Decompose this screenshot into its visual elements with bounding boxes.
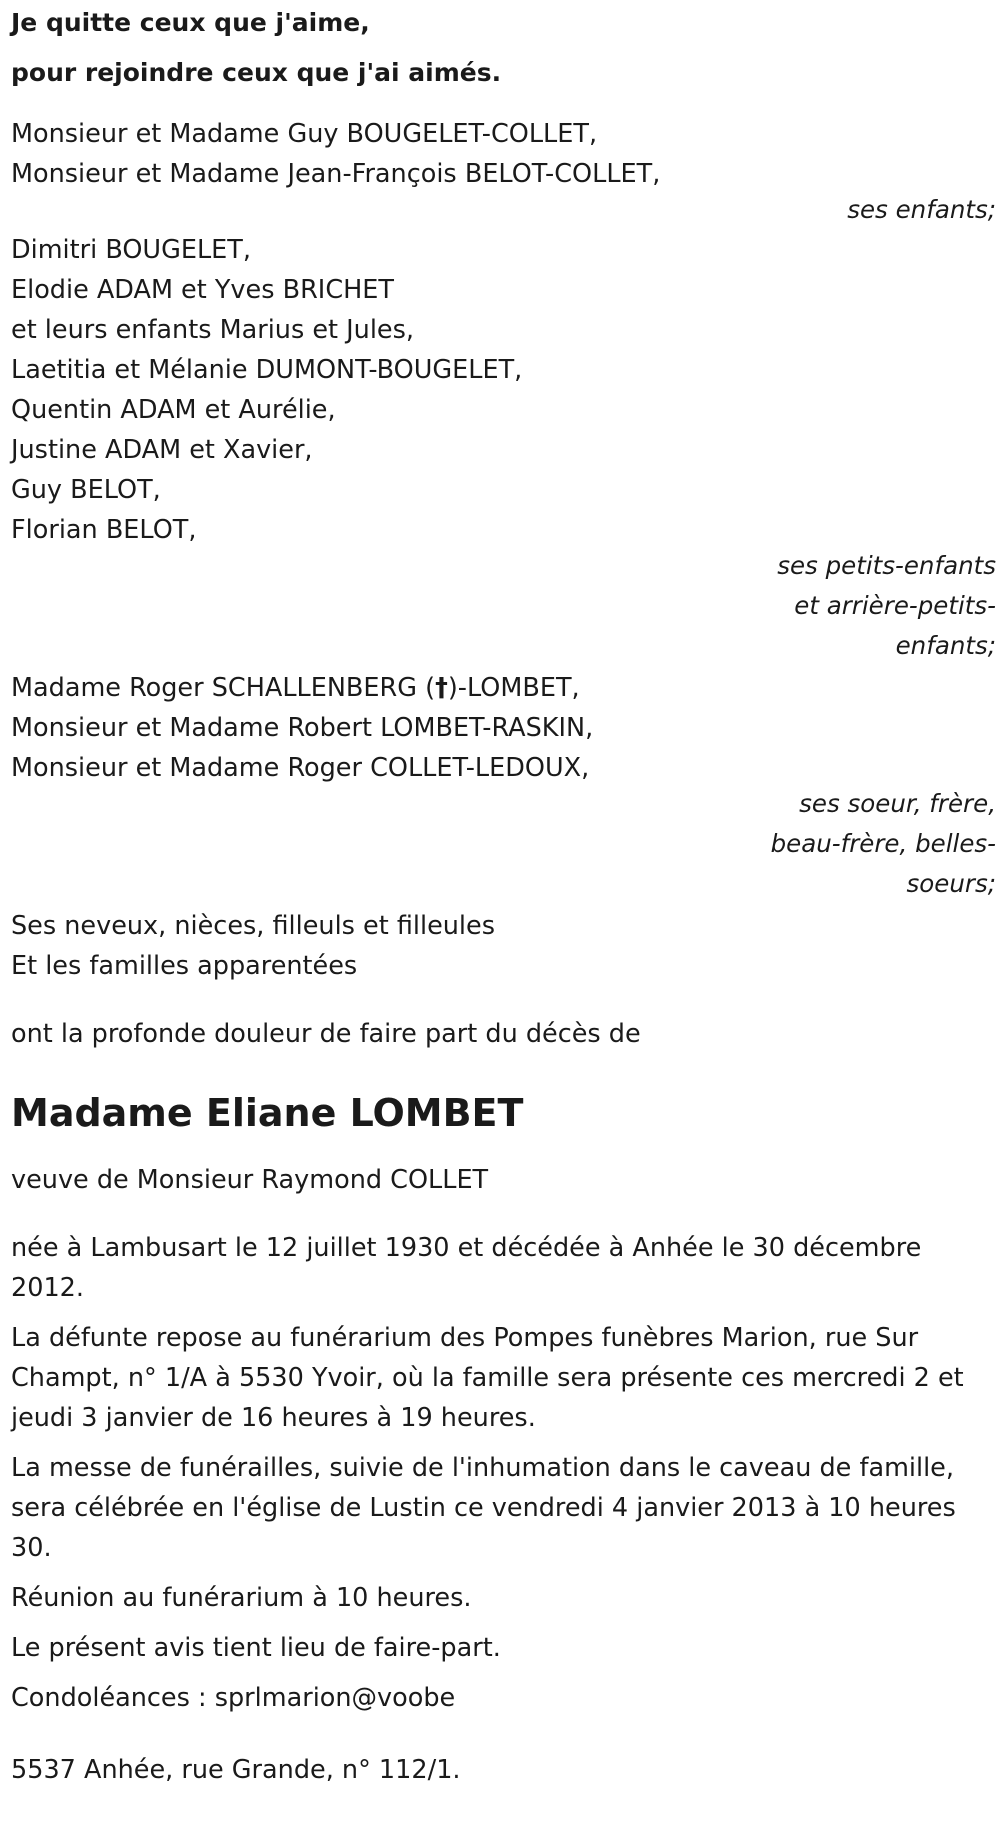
children-role-line: ses enfants; <box>847 195 996 224</box>
siblings-role-line: beau-frère, belles- <box>770 829 996 858</box>
grandchildren-role-line: enfants; <box>895 631 996 660</box>
extended-family <box>11 906 996 986</box>
extended-family-line: Ses neveux, nièces, filleuls et filleules <box>11 911 495 941</box>
address: 5537 Anhée, rue Grande, n° 112/1. <box>11 1755 461 1785</box>
grandchild-name: et leurs enfants Marius et Jules, <box>11 315 414 345</box>
grandchild-name: Elodie ADAM et Yves BRICHET <box>11 275 394 305</box>
siblings-block <box>11 668 996 904</box>
grandchild-name: Dimitri BOUGELET, <box>11 235 251 265</box>
obituary-notice <box>11 0 996 1790</box>
sibling-name-text: Madame Roger SCHALLENBERG ( <box>11 673 436 703</box>
sibling-name-text: )-LOMBET, <box>447 673 580 703</box>
epigraph <box>11 0 996 98</box>
grandchildren-role-line: ses petits-enfants <box>777 551 996 580</box>
grandchildren-role <box>11 546 996 666</box>
cross-icon: † <box>435 673 448 703</box>
siblings-role <box>11 784 996 904</box>
grandchild-name: Quentin ADAM et Aurélie, <box>11 395 336 425</box>
sibling-name <box>11 668 996 708</box>
deceased-name: Madame Eliane LOMBET <box>11 1091 524 1135</box>
children-name: Monsieur et Madame Jean-François BELOT-COLLET, <box>11 159 661 189</box>
birth-death-paragraph: née à Lambusart le 12 juillet 1930 et décédée à Anhée le 30 décembre 2012. <box>11 1233 922 1303</box>
siblings-role-line: ses soeur, frère, <box>799 789 996 818</box>
grandchild-name: Justine ADAM et Xavier, <box>11 435 313 465</box>
grandchild-name: Florian BELOT, <box>11 515 197 545</box>
meeting-paragraph: Réunion au funérarium à 10 heures. <box>11 1583 472 1613</box>
children-role <box>11 190 996 230</box>
children-name: Monsieur et Madame Guy BOUGELET-COLLET, <box>11 119 598 149</box>
epigraph-line-2: pour rejoindre ceux que j'ai aimés. <box>11 58 502 87</box>
mass-paragraph: La messe de funérailles, suivie de l'inhumation dans le caveau de famille, sera célébrée en l'église de Lustin ce vendredi 4 janvier 2013 à 10 heures 30. <box>11 1453 956 1563</box>
children-block <box>11 114 996 230</box>
epigraph-line-1: Je quitte ceux que j'aime, <box>11 8 370 37</box>
widow-of: veuve de Monsieur Raymond COLLET <box>11 1165 489 1195</box>
extended-family-line: Et les familles apparentées <box>11 951 358 981</box>
notice-paragraph: Le présent avis tient lieu de faire-part. <box>11 1633 501 1663</box>
condolences-paragraph: Condoléances : sprlmarion@voobe <box>11 1683 456 1713</box>
grandchild-name: Guy BELOT, <box>11 475 161 505</box>
sibling-name: Monsieur et Madame Roger COLLET-LEDOUX, <box>11 753 590 783</box>
grandchildren-role-line: et arrière-petits- <box>794 591 996 620</box>
siblings-role-line: soeurs; <box>906 869 996 898</box>
announcement: ont la profonde douleur de faire part du décès de <box>11 1019 641 1049</box>
sibling-name: Monsieur et Madame Robert LOMBET-RASKIN, <box>11 713 594 743</box>
grandchild-name: Laetitia et Mélanie DUMONT-BOUGELET, <box>11 355 523 385</box>
grandchildren-block <box>11 230 996 666</box>
repose-paragraph: La défunte repose au funérarium des Pompes funèbres Marion, rue Sur Champt, n° 1/A à 5530 Yvoir, où la famille sera présente ces mercredi 2 et jeudi 3 janvier de 16 heures à 19 heures. <box>11 1323 964 1433</box>
